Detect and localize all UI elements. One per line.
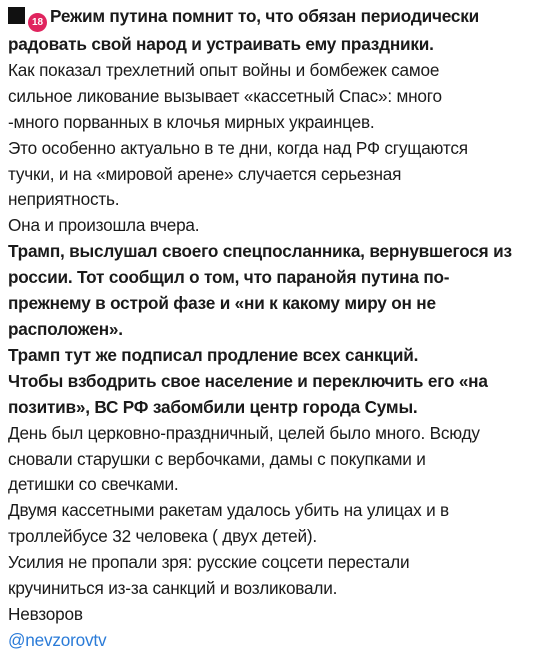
black-square-icon	[8, 7, 25, 24]
post-line-21: троллейбусе 32 человека ( двух детей).	[8, 526, 317, 547]
post-line-16: позитив», ВС РФ забомбили центр города Сумы.	[8, 396, 418, 417]
post-line-3: Как показал трехлетний опыт войны и бомбежек самое	[8, 59, 440, 80]
post-line-6: Это особенно актуально в те дни, когда над РФ сгущаются	[8, 137, 468, 158]
post-line-15: Чтобы взбодрить свое население и переключить его «на	[8, 370, 488, 391]
post-line-18: сновали старушки с вербочками, дамы с покупками и	[8, 448, 426, 469]
post-line-1	[8, 4, 530, 32]
post-line-11: россии. Тот сообщил о том, что паранойя путина по-	[8, 267, 450, 288]
channel-handle-link[interactable]: @nevzorovtv	[8, 629, 107, 650]
post-line-19: детишки со свечками.	[8, 474, 179, 495]
post-line-17: День был церковно-праздничный, целей было много. Всюду	[8, 422, 480, 443]
post-line-text: Режим путина помнит то, что обязан периодически	[50, 6, 479, 26]
post-line-7: тучки, и на «мировой арене» случается серьезная	[8, 163, 402, 184]
post-line-4: сильное ликование вызывает «кассетный Спас»: много	[8, 85, 442, 106]
post-line-13: расположен».	[8, 318, 123, 339]
no-under-18-icon: 18	[28, 13, 47, 32]
post-line-2: радовать свой народ и устраивать ему праздники.	[8, 34, 434, 54]
post-line-5: -много порванных в клочья мирных украинцев.	[8, 111, 375, 132]
post-line-22: Усилия не пропали зря: русские соцсети перестали	[8, 552, 410, 573]
post-line-12: прежнему в острой фазе и «ни к какому миру он не	[8, 293, 436, 314]
post-line-20: Двумя кассетными ракетам удалось убить на улицах и в	[8, 500, 449, 521]
post-line-14: Трамп тут же подписал продление всех санкций.	[8, 344, 419, 365]
author-signature: Невзоров	[8, 603, 83, 624]
post-line-10: Трамп, выслушал своего спецпосланника, вернувшегося из	[8, 241, 512, 262]
post-line-23: кручиниться из-за санкций и возликовали.	[8, 578, 338, 599]
post-line-8: неприятность.	[8, 189, 120, 210]
post-line-9: Она и произошла вчера.	[8, 215, 200, 236]
